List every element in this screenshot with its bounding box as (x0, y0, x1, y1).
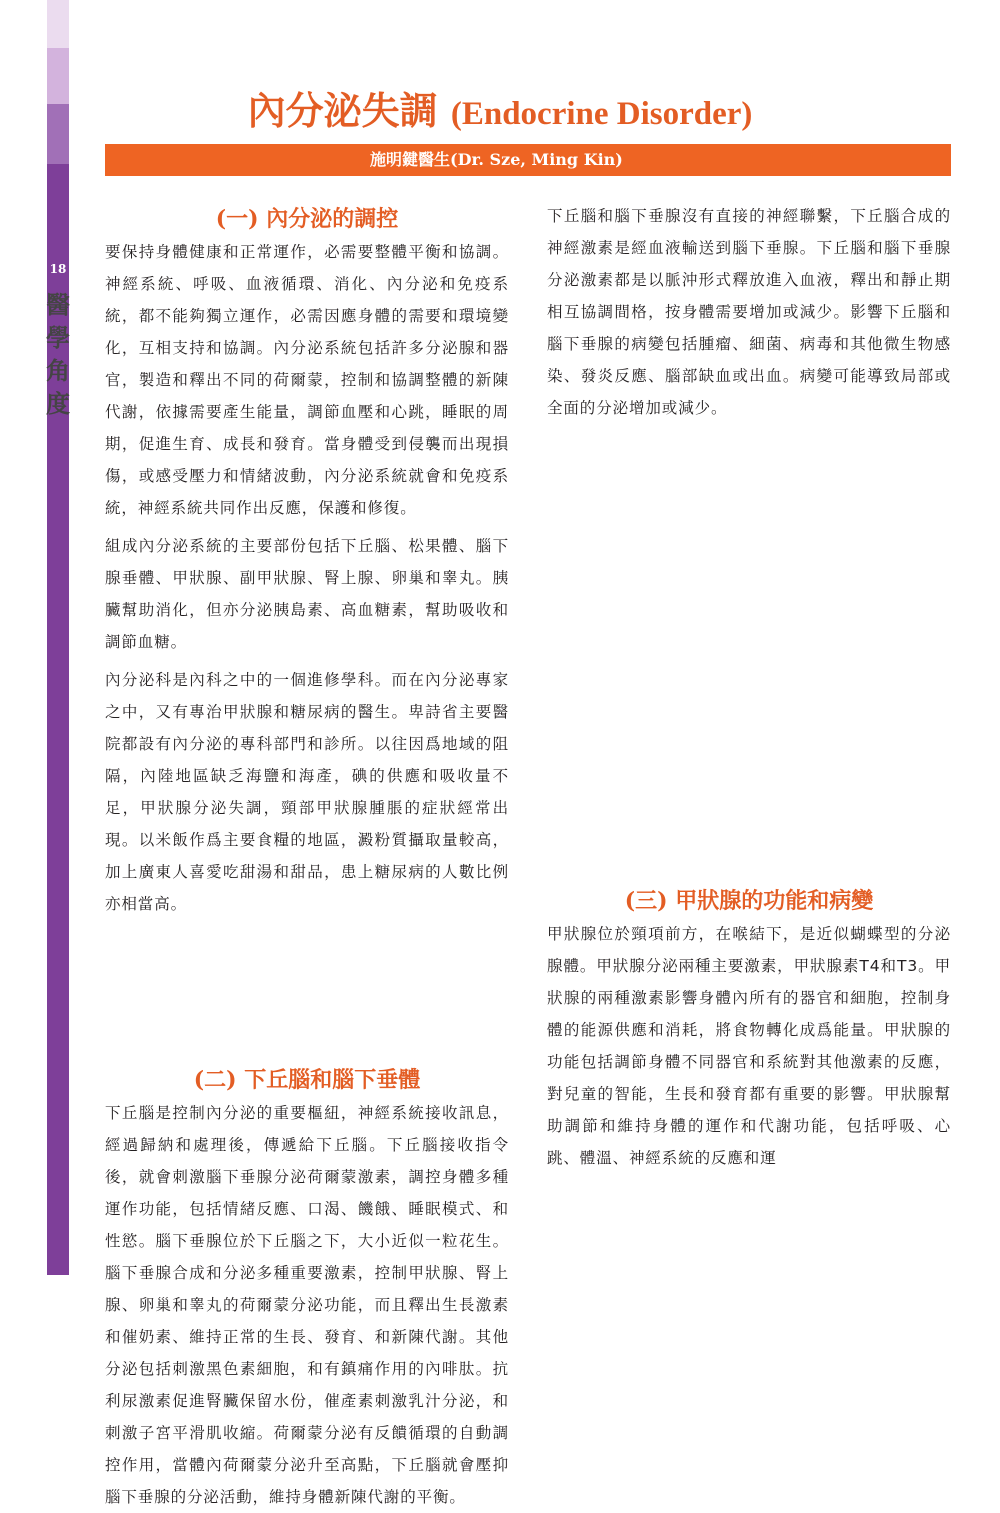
right-column-lower (547, 884, 951, 1214)
section-2-paragraph-1-start: 下丘腦是控制內分泌的重要樞紐，神經系統接收訊息，經過歸納和處理後，傳遞給下丘腦。下丘腦接收指令後，就會刺激腦下垂腺分泌荷爾蒙激素，調控身體多種運作功能，包括情緒反應、口渴、饑餓、睡眠模式、和性慾。腦下垂腺位於下丘腦之下，大小近似一粒花生。腦下垂腺合成和分泌多種重要激素，控制甲狀腺、腎上腺、卵巢和睾丸的荷爾蒙分泌功能，而且釋出生長激素和催奶素、維持正常的生長、發育、和新陳代謝。其他分泌包括刺激黑色素細胞，和有鎮痛作用的內啡肽。抗利尿激素促進腎臟保留水份，催產素刺激乳汁分泌，和刺激子宮平滑肌收縮。荷爾蒙分泌有反饋循環的自動調控作用，當體內荷爾蒙分泌升至高點，下丘腦就會壓抑腦下垂腺的分泌活動，維持身體新陳代謝的平衡。 (105, 1104, 509, 1506)
section-1-paragraph-1: 要保持身體健康和正常運作，必需要整體平衡和協調。神經系統、呼吸、血液循環、消化、內分泌和免疫系統，都不能夠獨立運作，必需因應身體的需要和環境變化，互相支持和協調。內分泌系統包括許多分泌腺和器官，製造和釋出不同的荷爾蒙，控制和協調整體的新陳代謝，依據需要產生能量，調節血壓和心跳，睡眠的周期，促進生育、成長和發育。當身體受到侵襲而出現損傷，或感受壓力和情緒波動，內分泌系統就會和免疫系統，神經系統共同作出反應，保護和修復。 (105, 243, 509, 517)
page-number: 18 (49, 262, 67, 276)
section-1-heading: (一) 內分泌的調控 (215, 206, 399, 232)
section-3-paragraph-1: 甲狀腺位於頸項前方，在喉結下，是近似蝴蝶型的分泌腺體。甲狀腺分泌兩種主要激素，甲狀腺素T4和T3。甲狀腺的兩種激素影響身體內所有的器官和細胞，控制身體的能源供應和消耗，將食物轉化成爲能量。甲狀腺的功能包括調節身體不同器官和系統對其他激素的反應，對兒童的智能，生長和發育都有重要的影響。甲狀腺幫助調節和維持身體的運作和代謝功能，包括呼吸、心跳、體溫、神經系統的反應和運 (547, 925, 951, 1167)
sidebar-segment-1 (47, 0, 69, 48)
section-2-heading: (二) 下丘腦和腦下垂體 (193, 1067, 421, 1093)
right-column (547, 200, 951, 856)
section-2-paragraph-2: 下丘腦和腦下垂腺沒有直接的神經聯繫，下丘腦合成的神經激素是經血液輸送到腦下垂腺。下丘腦和腦下垂腺分泌激素都是以脈沖形式釋放進入血液，釋出和靜止期相互協調間格，按身體需要增加或減少。影響下丘腦和腦下垂腺的病變包括腫瘤、細菌、病毒和其他微生物感染、發炎反應、腦部缺血或出血。病變可能導致局部或全面的分泌增加或減少。 (547, 207, 951, 417)
left-column (105, 202, 509, 920)
article-title-zh: 內分泌失調 (247, 88, 438, 133)
left-column-lower (105, 1063, 509, 1506)
article-title-en: (Endocrine Disorder) (450, 96, 753, 132)
author-bar (105, 144, 951, 176)
author-name: 施明鍵醫生(Dr. Sze, Ming Kin) (370, 150, 623, 169)
section-1-paragraph-3: 內分泌科是內科之中的一個進修學科。而在內分泌專家之中，又有專治甲狀腺和糖尿病的醫生。卑詩省主要醫院都設有內分泌的專科部門和診所。以往因爲地域的阻隔，內陸地區缺乏海鹽和海產，碘的供應和吸收量不足，甲狀腺分泌失調，頸部甲狀腺腫脹的症狀經常出現。以米飯作爲主要食糧的地區，澱粉質攝取量較高，加上廣東人喜愛吃甜湯和甜品，患上糖尿病的人數比例亦相當高。 (105, 671, 509, 913)
section-1-paragraph-2: 組成內分泌系統的主要部份包括下丘腦、松果體、腦下腺垂體、甲狀腺、副甲狀腺、腎上腺、卵巢和睾丸。胰臟幫助消化，但亦分泌胰島素、高血糖素，幫助吸收和調節血糖。 (105, 537, 509, 651)
sidebar-color-strip (47, 0, 69, 1275)
section-name: 醫學角度 (46, 290, 70, 418)
section-3-heading: (三) 甲狀腺的功能和病變 (624, 888, 874, 914)
article-title (0, 84, 1000, 141)
